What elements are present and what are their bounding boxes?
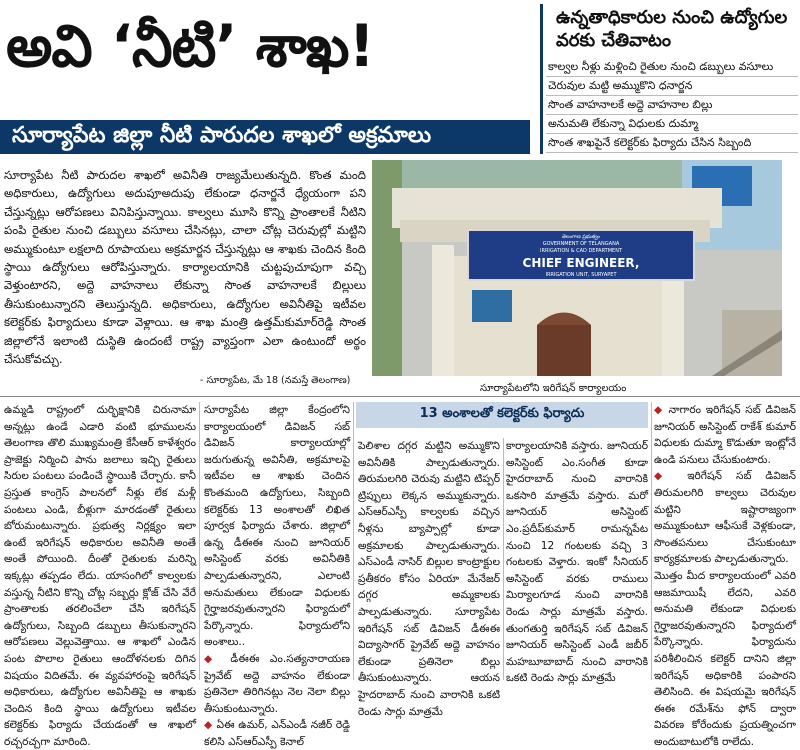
highlight-divider [540,4,543,154]
bullet-icon: ◆ [654,404,669,416]
article-column-5 [654,402,796,750]
section-divider [0,396,800,397]
office-photo [372,160,782,376]
photo-caption: సూర్యాపేటలోని ఇరిగేషన్ కార్యాలయం [480,383,627,394]
subheadline: సూర్యాపేట జిల్లా నీటి పారుదల శాఖలో అక్రమాలు [12,123,432,148]
column-divider [651,402,652,680]
complaint-item [204,651,350,717]
board-text-2: GOVERNMENT OF TELANGANA [542,241,620,247]
column-2-text: సూర్యాపేట జిల్లా కేంద్రంలోని కార్యాలయంలో డివిజన్ సబ్ డివిజన్ కార్యాలయాల్లో జరుగుతున్న అవినీతి, అక్రమాలపై ఇటీవల ఆ శాఖకు చెందిన కొంతమంది ఉద్యోగులు, సిబ్బంది కలెక్టర్‌కు 13 అంశాలతో లిఖిత పూర్వక ఫిర్యాదు చేశారు. జిల్లాలో ఉన్న డీఈఈ నుంచి జూనియర్ అసిస్టెంట్ వరకు అవినీతికి పాల్పడుతున్నారని, ఎలాంటి అనుమతులు లేకుండా విధులకు గైర్హాజరవుతున్నారని ఫిర్యాదులో పేర్కొన్నారు. ఫిర్యాదులోని అంశాలు.. [204,404,350,649]
headline: అవి ‘నీటి’ శాఖ! [6,12,374,80]
column-divider [199,402,200,680]
board-main-text: CHIEF ENGINEER, [522,256,640,270]
highlight-item: సొంత శాఖపైనే కలెక్టర్‌కు ఫిర్యాదు చేసిన సిబ్బంది [546,134,798,153]
complaint-item-text: ఏఈ ఉమర్, ఎన్ఎండీ నజీర్ రెడ్డి కలిసి ఎస్ఆర్ఎస్పీ కెనాల్ [204,719,350,748]
article-column-3: పెలిశాల దగ్గర మట్టిని అమ్ముకొని అవినీతికి పాల్పడుతున్నారు. తిరుమలగిరి చెరువు మట్టిని టిప్పర్ ట్రిప్పులు లెక్కన అమ్ముకున్నారు. ఎస్ఆర్ఎస్పీ కాల్వలకు వచ్చిన నీళ్లను బ్యాప్పాల్లో కూడా అక్రమాలకు పాల్పడుతున్నారు. ఎస్ఎండీ నాసిర్ బిల్లుల కాంట్రాక్టుల ప్రతీకరం కోసం ఏరియా మేనేజర్ దగ్గర అమ్మకాలకు పాల్పడుతున్నారు. సూర్యాపేట ఇరిగేషన్ సబ్ డివిజన్ డీఈఈ విద్యాసాగర్ ప్రైవేట్ అద్దె వాహనం లేకుండా ప్రతినెలా బిల్లు తీసుకుంటున్నారు. ఆయన హైదరాబాద్ నుంచి వారానికి ఒకటి రెండు సార్లు మాత్రమే [358,440,500,718]
office-building-illustration [372,160,782,376]
highlight-item: అనుమతి లేకున్నా విధులకు దుమ్మా [546,115,798,134]
highlight-item: సొంత వాహనాలకే అద్దె వాహనాల బిల్లు [546,96,798,115]
highlights-list [546,58,798,153]
subheadline-bar [0,120,530,154]
column-5-text: మొత్తం మీద కార్యాలయంలో ఎవరి ఆజమాయిషీ లేదని, ఎవరి అనుమతి లేకుండా విధులకు గైర్హాజరవుతున్నారని ఫిర్యాదులో పేర్కొన్నారు. ఫిర్యాదును పరిశీలించిన కలెక్టర్ దానిని జిల్లా ఇరిగేషన్ అధికారికి పంపారని తెలిసింది. ఈ విషయమై ఇరిగేషన్ ఈఈ రమేశ్‌ను ఫోన్ ద్వారా వివరణ కోరేందుకు ప్రయత్నించగా అందుబాటులోకి రాలేదు. [654,569,796,748]
dateline: - సూర్యాపేట, మే 18 (నమస్తే తెలంగాణ) [200,375,351,386]
bullet-icon: ◆ [654,470,688,483]
bullet-icon: ◆ [204,719,217,732]
highlight-item: కాల్వల నీళ్లు మళ్లించి రైతుల నుంచి డబ్బులు వసూలు [546,58,798,77]
column-divider [503,438,504,680]
complaint-item [204,717,350,750]
complaint-item-text: నాగారం ఇరిగేషన్ సబ్ డివిజన్ జూనియర్ అసిస్టెంట్ రాకేశ్ కుమార్ విధులకు దుమ్మా కొడుతూ ఇంట్లోనే ఉండి పనులు చేసుకుంటారు. [654,404,796,466]
article-column-1: ఉమ్మడి రాష్ట్రంలో దుర్భిక్షానికి చిరునామా అన్నట్లు ఉండే ఎడారి వంటి భూములను తెలంగాణ తొలి ముఖ్యమంత్రి కేసీఆర్ కాళేశ్వరం ప్రాజెక్టు నిర్మించి పాను జలాలు ఇచ్చి రైతులు సిరుల పంటలు పండించే స్థాయికి చేర్చారు. కానీ ప్రస్తుత కాంగ్రెస్ పాలనలో నీళ్లు లేక మళ్లీ పంటలు ఎండి, బీళ్లుగా మారడంతో రైతులు బోరుమంటున్నారు. ప్రభుత్వ నిర్లక్ష్యం ఇలా ఉంటే ఇరిగేషన్ అధికారుల అవినీతి అంతే అంతే పోయింది. దీంతో రైతులకు మరిన్ని ఇక్కట్లు తప్పడం లేదు. యాసంగిలో కాల్వలకు వస్తున్న నీటిని కొన్ని చోట్ల సబ్బర్లు క్లోజ్ చేసి వేరే ప్రాంతాలకు తరలించేలా చేసి ఇరిగేషన్ ఉద్యోగులు, సిబ్బంది డబ్బులు తీసుకున్నారని ఆరోపణలు వెల్లువెత్తాయి. ఆ శాఖలో ఎండిన పంట పొలాల రైతులు ఆందోళనలకు దిగిన విషయం విదితమే. ఈ వ్యవహారంపై ఇరిగేషన్ అధికారులు, ఉద్యోగుల అవినీతిపై ఆ శాఖకు చెందిన కింది స్థాయి ఉద్యోగులు ఇటీవల కలెక్టర్‌కు ఫిర్యాదు చేయడంతో ఆ శాఖలో రచ్చరచ్చగా మారింది. [4,404,196,748]
complaint-box-heading [356,402,648,428]
complaint-item-text: డీఈఈ ఎం.సత్యనారాయణ ప్రైవేట్ అద్దె వాహనం లేకుండా ప్రతినెలా తిరిగినట్లు నెల నెలా బిల్లు తీసుకుంటున్నారు. [204,652,350,715]
complaint-item [654,402,796,468]
column-divider [353,402,354,680]
board-text-4: IRRIGATION UNIT, SURYAPET [545,272,617,278]
article-column-2 [204,402,350,750]
complaint-item [654,468,796,568]
highlights-title: ఉన్నతాధికారుల నుంచి ఉద్యోగుల వరకు చేతివాటం [556,7,788,51]
complaint-box-title: 13 అంశాలతో కలెక్టర్‌కు ఫిర్యాదు [419,406,585,421]
highlight-item: చెరువుల మట్టి అమ్ముకొని ధనార్జన [546,77,798,96]
board-text-3: IRRIGATION & CAD DEPARTMENT [540,248,622,254]
board-text-1: తెలంగాణ ప్రభుత్వం [562,234,600,240]
lead-paragraph: సూర్యాపేట నీటి పారుదల శాఖలో అవినీతి రాజ్యమేలుతున్నది. కొంత మంది అధికారులు, ఉద్యోగులు అదుపూఅదుపు లేకుండా ధనార్జనే ధ్యేయంగా పని చేస్తున్నట్లు ఆరోపణలు వినిపిస్తున్నాయి. కాల్వలు మూసి కొన్ని ప్రాంతాలకే నీటిని పంపి రైతుల నుంచి డబ్బులు వసూలు చేసినట్లు, చాలా చోట్ల చెరువుల్లో మట్టిని అమ్ముకుంటూ లక్షలాది రూపాయలు అక్రమార్జన చేస్తున్నట్లు ఆ శాఖకు చెందిన కింది స్థాయి ఉద్యోగులు ఆరోపిస్తున్నారు. కార్యాలయానికి చుట్టపుచూపుగా వచ్చి వెళ్తుంటారని, అద్దె వాహనాలు లేకున్నా సొంత వాహనాలకే బిల్లులు తీసుకుంటున్నారని తెలుస్తున్నది. అధికారులు, ఉద్యోగుల అవినీతిపై ఇటీవల కలెక్టర్‌కు ఫిర్యాదులు కూడా వెళ్లాయి. ఆ శాఖ మంత్రి ఉత్తమ్‌కుమార్‌రెడ్డి సొంత జిల్లాలోనే ఇలాంటి దుస్థితి ఉందంటే రాష్ట్ర వ్యాప్తంగా ఎలా ఉంటుందో అర్థం చేసుకోవచ్చు. [4,168,366,367]
article-column-4: కార్యాలయానికి వస్తారు. జూనియర్ అసిస్టెంట్ ఎం.సంగీత కూడా హైదరాబాద్ నుంచి వారానికి ఒకసారి మాత్రమే వస్తారు. మరో జూనియర్ అసిస్టెంట్ ఎం.ప్రదీప్‌కుమార్ రామన్నపేట నుంచి 12 గంటలకు వచ్చి 3 గంటలకు వెళ్తారు. ఇంకో సీనియర్ అసిస్టెంట్ వరకు రాములు మిర్యాలగూడ నుంచి వారానికి రెండు సార్లు మాత్రమే వస్తారు. తుంగతుర్తి ఇరిగేషన్ సబ్ డివిజన్ జూనియర్ అసిస్టెంట్ ఎండీ జబీర్ మహబూబాబాద్ నుంచి వారానికి ఒకటి రెండు సార్లు మాత్రమే [506,440,648,685]
bullet-icon: ◆ [204,652,231,665]
complaint-item-text: ఇరిగేషన్ సబ్ డివిజన్ తిరుమలగిరి కాల్వలు చెరువుల మట్టిని ఇష్టారాజ్యంగా అమ్ముకుంటూ ఆఫీసుకే వెళ్లకుండా, సొంతపనులు చేసుకుంటూ కార్యక్రమాలకు పాల్పడుతున్నారు. [654,470,796,566]
